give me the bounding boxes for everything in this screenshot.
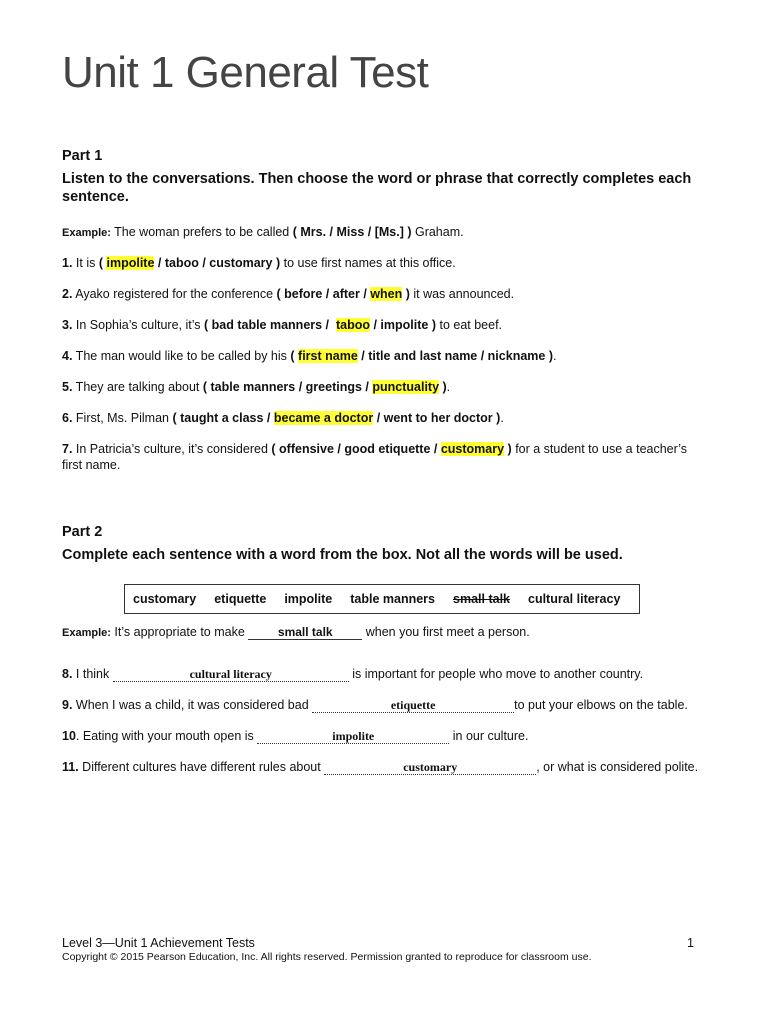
highlighted-answer: when <box>370 287 403 301</box>
question-text: The man would like to be called by his <box>72 349 291 363</box>
options-end: / went to her doctor ) <box>373 411 501 425</box>
example-text-end: Graham. <box>411 225 464 239</box>
options-start: ( table manners / greetings / <box>202 380 373 394</box>
question-text: First, Ms. Pilman <box>72 411 173 425</box>
answer-blank[interactable]: customary <box>324 760 536 775</box>
question-text-end: . <box>446 380 451 394</box>
options-start: ( offensive / good etiquette / <box>271 442 441 456</box>
page-title: Unit 1 General Test <box>62 48 429 97</box>
question-text-end: . <box>500 411 504 425</box>
word-box-item: cultural literacy <box>528 592 621 606</box>
question-text: In Sophia’s culture, it’s <box>72 318 204 332</box>
question-number: 11. <box>62 760 79 774</box>
highlighted-answer: customary <box>440 442 505 456</box>
example-text: The woman prefers to be called <box>110 225 293 239</box>
question-2 <box>62 286 712 302</box>
question-9 <box>62 697 712 713</box>
highlighted-answer: first name <box>298 349 358 363</box>
options-start: ( <box>290 349 299 363</box>
example-label: Example: <box>62 227 111 239</box>
question-8 <box>62 666 712 682</box>
options-start: ( bad table manners / <box>204 318 336 332</box>
question-text-end: is important for people who move to another country. <box>348 667 644 681</box>
word-box-item: customary <box>133 592 197 606</box>
footer-level: Level 3—Unit 1 Achievement Tests <box>62 936 255 950</box>
question-text-end: it was announced. <box>409 287 515 301</box>
question-number: 4. <box>62 349 73 363</box>
question-number: 5. <box>62 380 73 394</box>
answer-blank[interactable]: cultural literacy <box>113 667 349 682</box>
options-start: ( before / after / <box>276 287 371 301</box>
highlighted-answer: punctuality <box>372 380 440 394</box>
question-number: 1. <box>62 256 73 270</box>
highlighted-answer: became a doctor <box>273 411 374 425</box>
question-number: 2. <box>62 287 73 301</box>
question-number: 9. <box>62 698 73 712</box>
answer-blank[interactable]: etiquette <box>312 698 514 713</box>
question-10 <box>62 728 712 744</box>
question-text: It is <box>72 256 99 270</box>
question-text-end: to put your elbows on the table. <box>514 698 688 712</box>
word-box-item: etiquette <box>214 592 267 606</box>
question-text: Ayako registered for the conference <box>72 287 277 301</box>
question-5 <box>62 379 712 395</box>
example-options: ( Mrs. / Miss / [Ms.] ) <box>292 225 412 239</box>
question-number: 8. <box>62 667 73 681</box>
question-text-end: . <box>552 349 557 363</box>
question-number: 7. <box>62 442 73 456</box>
options-end: ) <box>402 287 410 301</box>
word-box <box>124 584 640 614</box>
question-3 <box>62 317 712 333</box>
page-number: 1 <box>687 936 694 950</box>
word-box-item: table manners <box>350 592 436 606</box>
question-text-end: for a student to use a teacher’s first name. <box>62 442 688 472</box>
question-11 <box>62 759 712 775</box>
example-text-end: when you first meet a person. <box>362 625 530 639</box>
options-end: ) <box>439 380 447 394</box>
question-7 <box>62 441 702 473</box>
question-1 <box>62 255 712 271</box>
highlighted-answer: taboo <box>335 318 371 332</box>
options-end: / taboo / customary ) <box>154 256 281 270</box>
question-text-end: , or what is considered polite. <box>536 760 699 774</box>
word-box-item-struck: small talk <box>453 592 510 606</box>
question-4 <box>62 348 712 364</box>
question-text-end: to use first names at this office. <box>280 256 456 270</box>
answer-blank[interactable]: impolite <box>257 729 449 744</box>
question-number: 6. <box>62 411 73 425</box>
options-start: ( <box>98 256 107 270</box>
question-text: When I was a child, it was considered bad <box>72 698 313 712</box>
options-start: ( taught a class / <box>172 411 274 425</box>
question-text: They are talking about <box>72 380 203 394</box>
example-label: Example: <box>62 627 111 639</box>
question-text: Different cultures have different rules about <box>78 760 325 774</box>
word-box-item: impolite <box>284 592 333 606</box>
options-end: / title and last name / nickname ) <box>357 349 553 363</box>
part1-example <box>62 224 712 241</box>
part1-heading: Part 1 <box>62 148 103 164</box>
question-text-end: in our culture. <box>449 729 529 743</box>
options-end: / impolite ) <box>370 318 436 332</box>
part2-heading: Part 2 <box>62 524 103 540</box>
footer-copyright: Copyright © 2015 Pearson Education, Inc. All rights reserved. Permission granted to reproduce for classroom use. <box>62 951 592 963</box>
question-text: In Patricia’s culture, it’s considered <box>72 442 272 456</box>
question-text: . Eating with your mouth open is <box>75 729 258 743</box>
question-text-end: to eat beef. <box>436 318 503 332</box>
part1-instruction: Listen to the conversations. Then choose the word or phrase that correctly completes each sentence. <box>62 171 692 205</box>
part2-instruction: Complete each sentence with a word from the box. Not all the words will be used. <box>62 547 623 563</box>
question-number: 3. <box>62 318 73 332</box>
part2-example <box>62 624 712 641</box>
example-answer-blank: small talk <box>248 625 362 640</box>
question-text: I think <box>72 667 113 681</box>
options-end: ) <box>504 442 512 456</box>
example-text: It’s appropriate to make <box>110 625 249 639</box>
question-number: 10 <box>62 729 76 743</box>
question-6 <box>62 410 712 426</box>
highlighted-answer: impolite <box>106 256 155 270</box>
